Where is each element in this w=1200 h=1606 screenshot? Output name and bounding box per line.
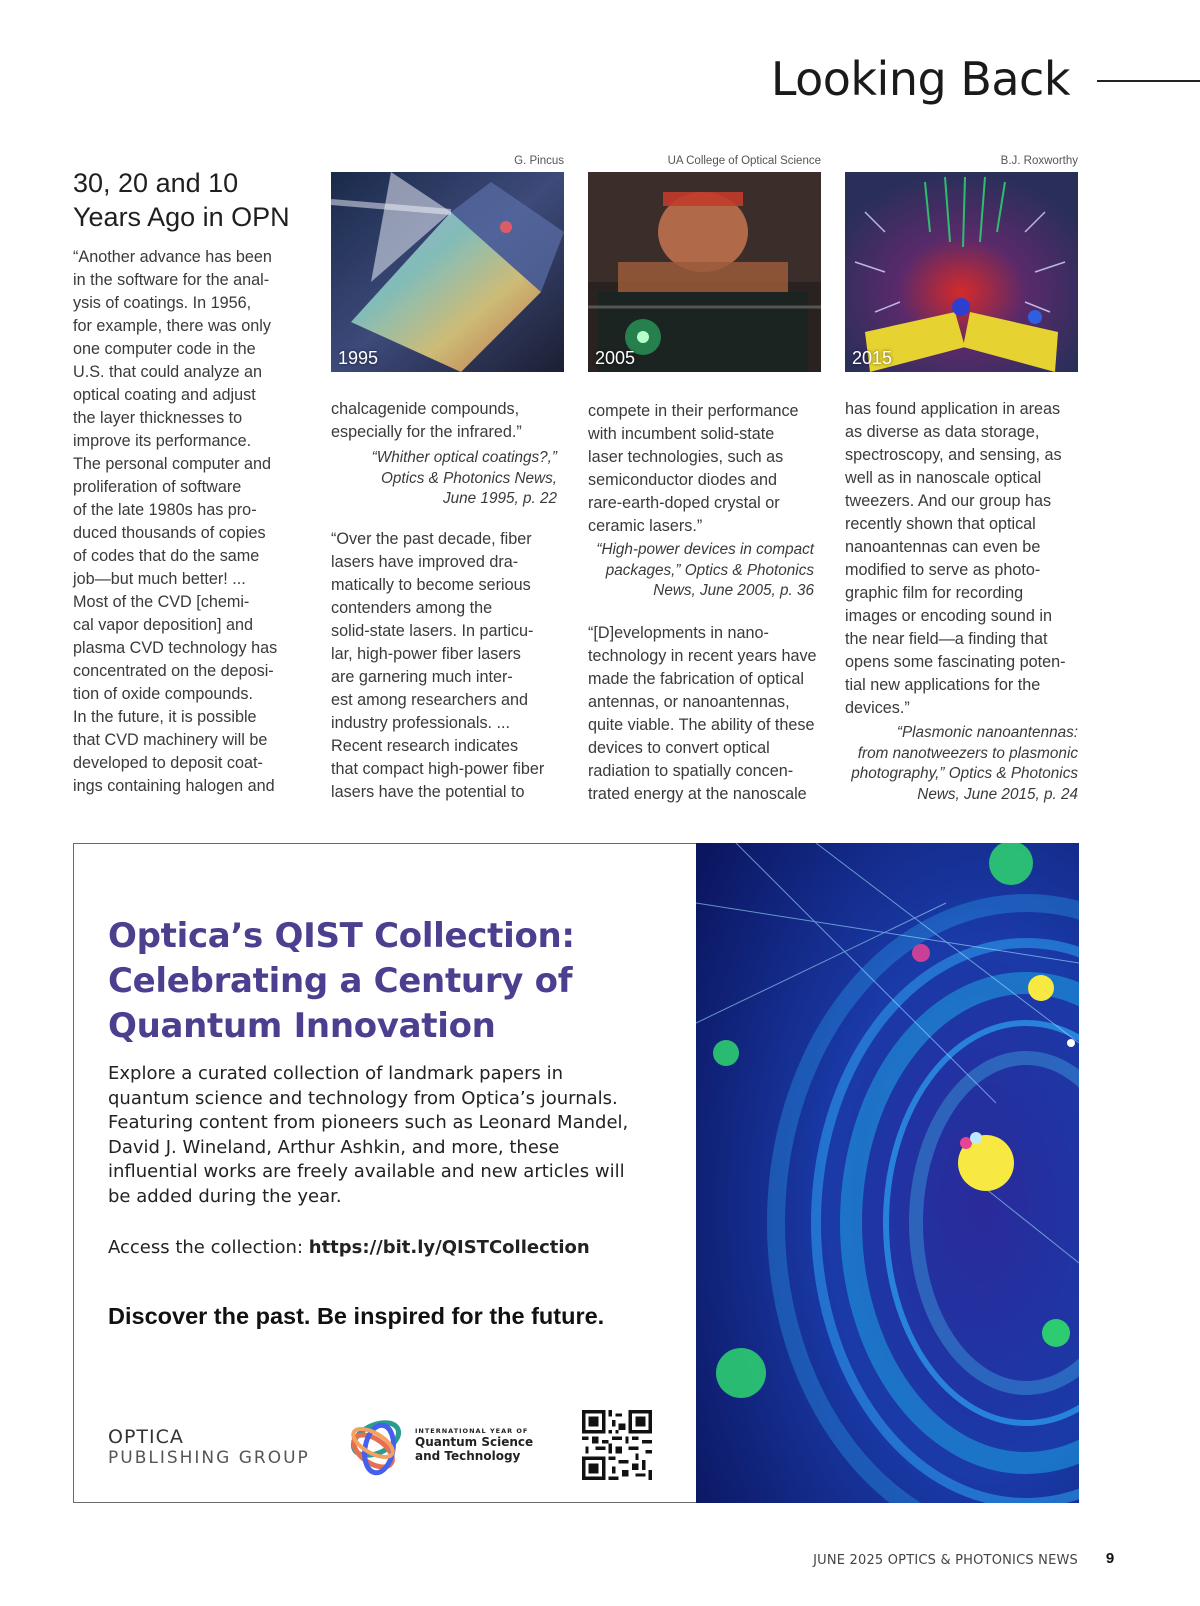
logo-optica-line2: PUBLISHING GROUP: [108, 1448, 310, 1468]
column2-citation: “Whither optical coatings?,” Optics & Photonics News, June 1995, p. 22: [371, 449, 557, 507]
ad-access-label: Access the collection:: [108, 1237, 309, 1258]
laser-lab-image: [588, 172, 821, 372]
qr-code-icon[interactable]: [582, 1410, 652, 1480]
column3-text-2: “[D]evelopments in nano- technology in recent years have made the fabrication of optical antennas, or nanoantennas, quite viable. The ability of these devices to convert optical radiation to spatially concen- trated energy at the nanoscale: [588, 624, 817, 803]
iyq-line1: Quantum Science: [415, 1435, 534, 1449]
column4-citation: “Plasmonic nanoantennas: from nanotweezers to plasmonic photography,” Optics & Photonics News, June 2015, p. 24: [851, 724, 1078, 803]
ad-tagline: Discover the past. Be inspired for the future.: [108, 1303, 605, 1329]
photo-2015-nanoantenna: [845, 172, 1078, 372]
quantum-art-image: [696, 843, 1079, 1503]
column3-citation: “High-power devices in compact packages,” Optics & Photonics News, June 2005, p. 36: [596, 541, 814, 599]
column2-text-2: “Over the past decade, fiber lasers have improved dra- matically to become serious contenders among the solid-state lasers. In particu- lar, high-power fiber lasers are garnering much inter- est among researchers and industry professionals. ... Recent research indicates that compact high-power fiber lasers have the potential to: [331, 530, 545, 801]
iyq-logo-text: [415, 1427, 533, 1463]
photo-1995-prism: [331, 172, 564, 372]
column4-text-1: has found application in areas as diverse as data storage, spectroscopy, and sensing, as well as in nanoscale optical tweezers. And our group has recently shown that optical nanoantennas can even be modified to serve as photo- graphic film for recording images or encoding sound in the near field—a finding that opens some fascinating poten- tial new applications for the devices.”: [845, 400, 1066, 717]
photo-year-2015: 2015: [852, 348, 893, 368]
column3-text-1: compete in their performance with incumbent solid-state laser technologies, such as semiconductor diodes and rare-earth-doped crystal or ceramic lasers.”: [588, 402, 799, 535]
photo-year-1995: 1995: [338, 348, 379, 368]
column2-text-1: chalcagenide compounds, especially for the infrared.”: [331, 400, 522, 441]
optica-publishing-logo: [108, 1427, 310, 1468]
nanoantenna-image: [845, 172, 1078, 372]
logo-optica-line1: OPTICA: [108, 1426, 184, 1448]
left-column-text: “Another advance has been in the software for the anal- ysis of coatings. In 1956, for example, there was only one computer code in the U.S. that could analyze an optical coating and adjust the layer thicknesses to improve its performance. The personal computer and proliferation of software of the late 1980s has pro- duced thousands of copies of codes that do the same job—but much better! ... Most of the CVD [chemi- cal vapor deposition] and plasma CVD technology has concentrated on the deposi- tion of oxide compounds. In the future, it is possible that CVD machinery will be developed to deposit coat- ings containing halogen and: [73, 248, 278, 795]
iyq-knot-icon: [343, 1413, 409, 1479]
iyq-line2: and Technology: [415, 1449, 521, 1463]
ad-body-text: Explore a curated collection of landmark papers in quantum science and technology from Optica’s journals. Featuring content from pioneers such as Leonard Mandel, David J. Wineland, Arthur Ashkin, and more, these influential works are freely available and new articles will be added during the year.: [108, 1063, 629, 1207]
section-title: Looking Back: [770, 52, 1070, 106]
footer-issue: JUNE 2025 OPTICS & PHOTONICS NEWS: [813, 1553, 1078, 1568]
photo-credit-2005: UA College of Optical Science: [667, 155, 821, 167]
photo-year-2005: 2005: [595, 348, 636, 368]
ad-headline: Optica’s QIST Collection: Celebrating a Century of Quantum Innovation: [108, 916, 575, 1046]
page-number: 9: [1105, 1550, 1115, 1567]
photo-credit-1995: G. Pincus: [514, 155, 564, 167]
ad-access-line: [108, 1237, 590, 1258]
photo-credit-2015: B.J. Roxworthy: [1000, 155, 1078, 167]
ad-access-link[interactable]: https://bit.ly/QISTCollection: [308, 1237, 590, 1258]
prism-image: [331, 172, 564, 372]
iyq-small-text: INTERNATIONAL YEAR OF: [415, 1427, 529, 1435]
column-heading: 30, 20 and 10 Years Ago in OPN: [73, 168, 290, 232]
photo-2005-laser-lab: [588, 172, 821, 372]
title-rule: [1097, 80, 1200, 82]
